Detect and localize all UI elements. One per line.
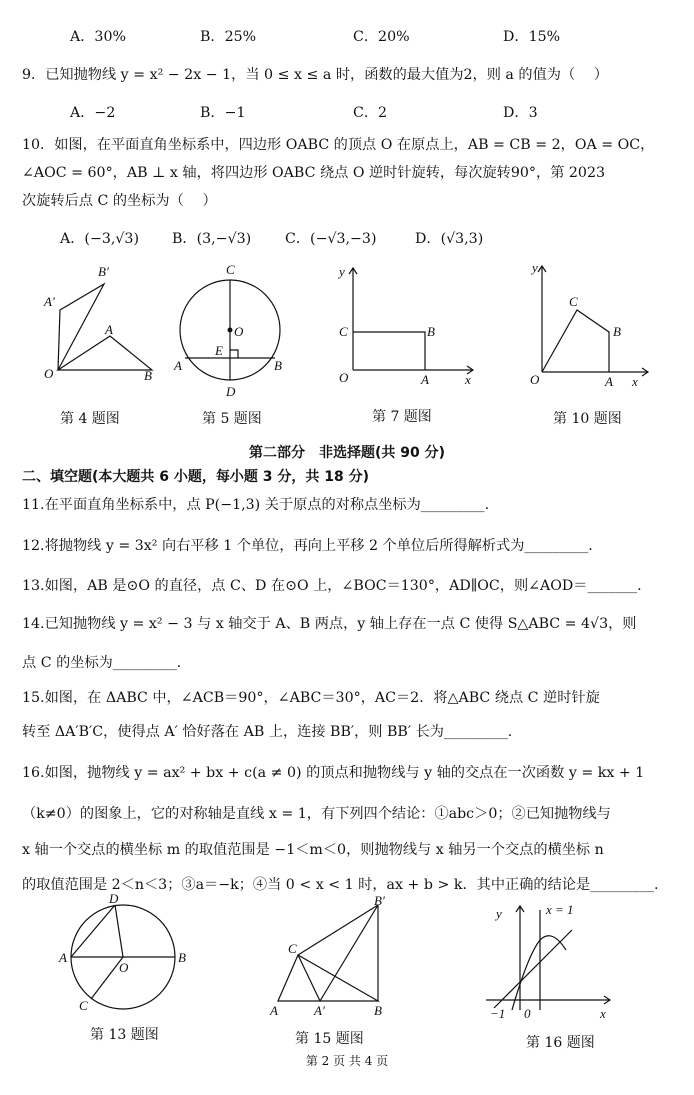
q10-option-d: D．(√3,3)	[415, 231, 484, 247]
q16-line1: 16.如图，抛物线 y = ax² + bx + c(a ≠ 0) 的顶点和抛物线与 y 轴的交点在一次函数 y = kx + 1	[22, 765, 645, 781]
fig4-label-bprime: B′	[98, 264, 109, 279]
fig5-label-a: A	[174, 358, 182, 373]
figure-7	[335, 262, 480, 387]
fig10-label-o: O	[530, 372, 540, 387]
fig5-label-b: B	[274, 358, 282, 373]
q15-line2: 转至 ΔA′B′C，使得点 A′ 恰好落在 AB 上，连接 BB′，则 BB′ 长为_________.	[22, 724, 513, 740]
fig7-label-b: B	[427, 324, 435, 339]
fig5-label-o: O	[234, 324, 244, 339]
fig4-label-a: A	[105, 322, 113, 337]
fig4-caption: 第 4 题图	[60, 411, 120, 427]
fig10-caption: 第 10 题图	[553, 411, 622, 427]
q9-option-b: B．−1	[200, 105, 246, 121]
fig15-label-a: A	[270, 1003, 278, 1018]
fig16-label-zero: 0	[524, 1006, 531, 1021]
fig7-label-x: x	[465, 372, 471, 387]
figure-10	[520, 260, 655, 390]
fig15-caption: 第 15 题图	[295, 1031, 364, 1047]
fig15-label-aprime: A′	[314, 1003, 325, 1018]
q9-text: 9．已知抛物线 y = x² − 2x − 1，当 0 ≤ x ≤ a 时，函数的最大值为2，则 a 的值为（ ）	[22, 67, 609, 83]
fig16-label-x: x	[600, 1006, 606, 1021]
figure-5	[170, 258, 290, 403]
q13-text: 13.如图，AB 是⊙O 的直径，点 C、D 在⊙O 上，∠BOC＝130°，AD∥OC，则∠AOD＝_______.	[22, 578, 642, 594]
q9-option-d: D．3	[503, 105, 538, 121]
fig15-label-bprime: B′	[374, 895, 385, 908]
fig16-label-y: y	[496, 906, 502, 921]
fig7-label-o: O	[339, 370, 349, 385]
q10-line2: ∠AOC = 60°，AB ⊥ x 轴，将四边形 OABC 绕点 O 逆时针旋转，每次旋转90°，第 2023	[22, 165, 606, 181]
fig5-caption: 第 5 题图	[202, 411, 262, 427]
fig13-label-b: B	[178, 950, 186, 965]
fig13-label-c: C	[79, 998, 88, 1013]
fig5-label-d: D	[226, 384, 236, 399]
fig10-label-c: C	[569, 294, 578, 309]
fig10-label-a: A	[605, 374, 613, 389]
fig5-label-c: C	[226, 262, 235, 277]
fig4-label-aprime: A′	[44, 294, 55, 309]
q16-line2: （k≠0）的图象上，它的对称轴是直线 x = 1，有下列四个结论：①abc＞0；②已知抛物线与	[22, 806, 611, 822]
q11-text: 11.在平面直角坐标系中，点 P(−1,3) 关于原点的对称点坐标为_________.	[22, 497, 490, 513]
figure-4	[40, 262, 160, 382]
q10-option-c: C．(−√3,−3)	[285, 231, 377, 247]
fig16-caption: 第 16 题图	[526, 1035, 595, 1051]
fig7-caption: 第 7 题图	[372, 409, 432, 425]
fig10-label-x: x	[632, 374, 638, 389]
fig13-caption: 第 13 题图	[90, 1027, 159, 1043]
q16-line4: 的取值范围是 2＜n＜3；③a＝−k；④当 0 < x < 1 时，ax + b > k．其中正确的结论是_________.	[22, 877, 659, 893]
fig10-label-b: B	[613, 324, 621, 339]
q14-line1: 14.已知抛物线 y = x² − 3 与 x 轴交于 A、B 两点，y 轴上存在一点 C 使得 S△ABC = 4√3，则	[22, 616, 637, 632]
fig15-label-b: B	[374, 1003, 382, 1018]
page-footer: 第 2 页 共 4 页	[305, 1054, 389, 1068]
q9-option-c: C．2	[353, 105, 388, 121]
fig4-label-o: O	[44, 366, 54, 381]
fig7-label-c: C	[339, 324, 348, 339]
fig5-label-e: E	[215, 343, 223, 358]
fig13-label-d: D	[109, 892, 119, 906]
figure-16	[480, 900, 620, 1025]
figure-13	[55, 892, 190, 1017]
figure-15	[262, 895, 397, 1020]
q8-option-b: B．25%	[200, 29, 257, 45]
fig15-label-c: C	[288, 941, 297, 956]
q10-line3: 次旋转后点 C 的坐标为（ ）	[22, 193, 217, 209]
section2-heading: 二、填空题(本大题共 6 小题，每小题 3 分，共 18 分)	[22, 469, 370, 485]
q10-line1: 10．如图，在平面直角坐标系中，四边形 OABC 的顶点 O 在原点上，AB = CB = 2，OA = OC，	[22, 137, 655, 153]
q9-option-a: A．−2	[70, 105, 116, 121]
part2-title: 第二部分 非选择题(共 90 分)	[248, 445, 446, 461]
fig13-label-o: O	[119, 960, 129, 975]
fig16-label-x1: x = 1	[546, 902, 574, 917]
q10-option-b: B．(3,−√3)	[172, 231, 252, 247]
fig16-label-neg1: −1	[490, 1006, 506, 1021]
fig7-label-a: A	[421, 372, 429, 387]
q8-option-a: A．30%	[70, 29, 126, 45]
q16-line3: x 轴一个交点的横坐标 m 的取值范围是 −1＜m＜0，则抛物线与 x 轴另一个交点的横坐标 n	[22, 842, 604, 858]
q10-option-a: A．(−3,√3)	[60, 231, 139, 247]
q8-option-d: D．15%	[503, 29, 561, 45]
fig10-label-y: y	[532, 260, 538, 275]
fig4-label-b: B	[144, 368, 152, 382]
fig7-label-y: y	[339, 264, 345, 279]
q15-line1: 15.如图，在 ΔABC 中，∠ACB＝90°，∠ABC＝30°，AC＝2．将△ABC 绕点 C 逆时针旋	[22, 690, 600, 706]
fig13-label-a: A	[59, 950, 67, 965]
q8-option-c: C．20%	[353, 29, 410, 45]
q12-text: 12.将抛物线 y = 3x² 向右平移 1 个单位，再向上平移 2 个单位后所得解析式为_________.	[22, 538, 593, 554]
q14-line2: 点 C 的坐标为_________.	[22, 655, 182, 671]
